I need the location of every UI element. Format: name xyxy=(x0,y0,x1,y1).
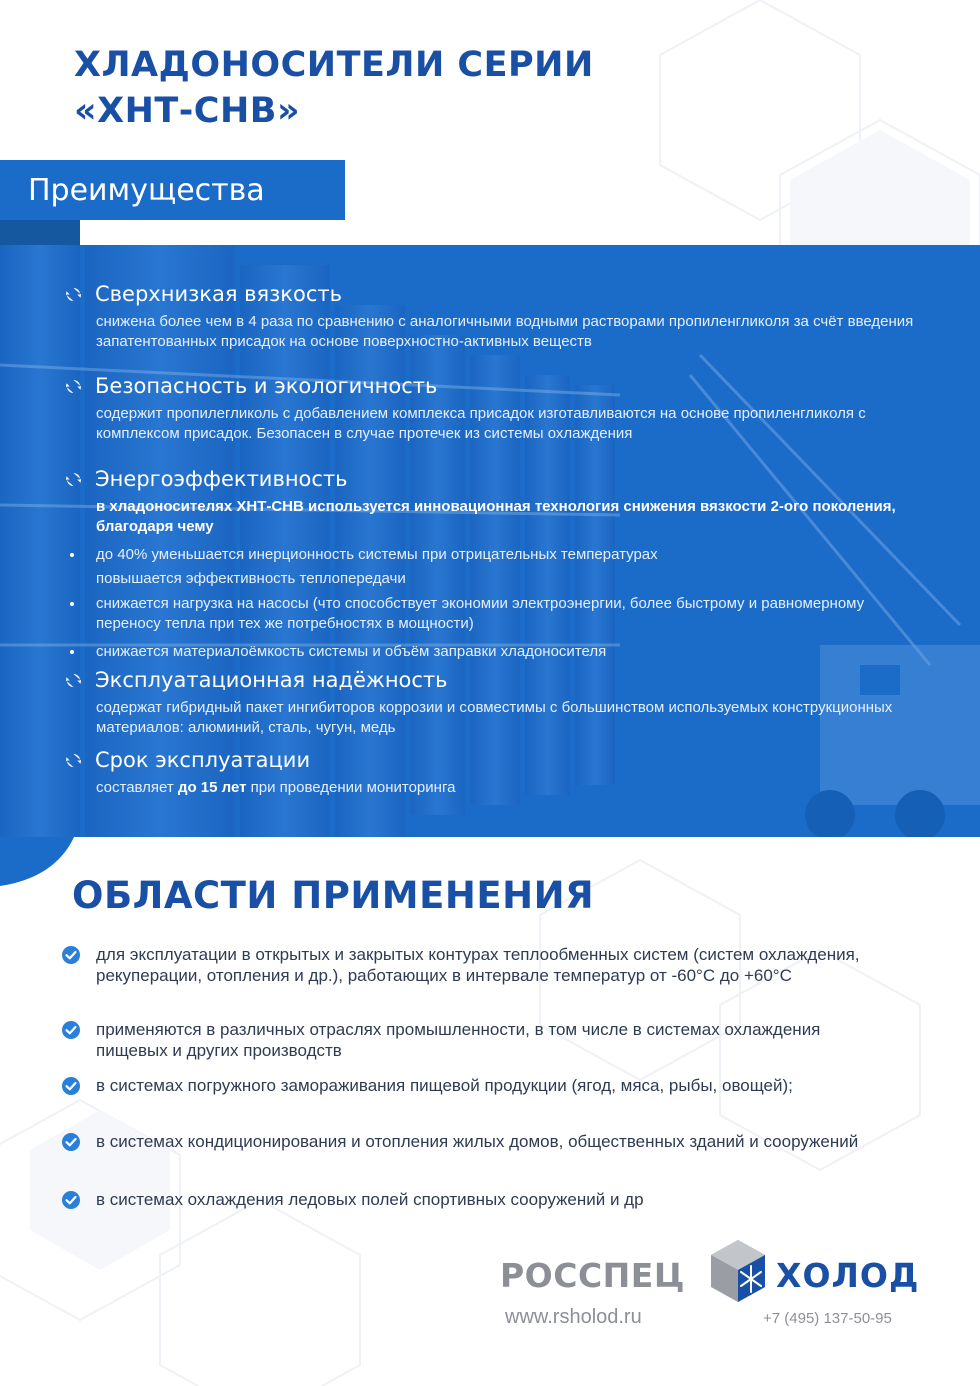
company-logo xyxy=(500,1236,920,1306)
application-text: в системах охлаждения ледовых полей спортивных сооружений и др xyxy=(96,1190,644,1209)
logo-left-text: РОССПЕЦ xyxy=(500,1256,685,1295)
advantage-title: Безопасность и экологичность xyxy=(95,374,438,398)
advantage-text: содержит пропилегликоль с добавлением комплекса присадок изготавливаются на основе пропиленгликоля с комплексом присадок. Безопасен в случае протечек из системы охлаждения xyxy=(96,405,866,442)
advantage-title: Срок эксплуатации xyxy=(95,748,311,772)
page-title-line1: ХЛАДОНОСИТЕЛИ СЕРИИ xyxy=(74,45,594,85)
advantage-item xyxy=(66,666,926,737)
bullet-item: повышается эффективность теплопередачи xyxy=(96,570,406,587)
bullet-item: снижается материалоёмкость системы и объём заправки хладоносителя xyxy=(66,642,926,662)
recycle-arrows-icon xyxy=(66,753,81,768)
page-title xyxy=(74,42,594,134)
advantage-item xyxy=(66,465,926,536)
advantage-text: в хладоносителях ХНТ-СНВ используется инновационная технология снижения вязкости 2-ого поколения, благодаря чему xyxy=(96,498,896,535)
recycle-arrows-icon xyxy=(66,472,81,487)
application-item xyxy=(62,1075,896,1096)
bullet-dot-icon xyxy=(70,650,74,654)
bullet-item: до 40% уменьшается инерционность системы при отрицательных температурах xyxy=(66,545,926,565)
check-circle-icon xyxy=(62,946,80,964)
page-title-line2: «ХНТ-СНВ» xyxy=(74,91,301,131)
advantage-item xyxy=(66,372,926,443)
advantage-item xyxy=(66,280,926,351)
application-item xyxy=(62,1019,896,1061)
advantage-title: Эксплуатационная надёжность xyxy=(95,668,448,692)
recycle-arrows-icon xyxy=(66,287,81,302)
applications-heading: ОБЛАСТИ ПРИМЕНЕНИЯ xyxy=(72,874,595,917)
advantages-heading: Преимущества xyxy=(28,172,265,208)
application-item xyxy=(62,944,896,986)
check-circle-icon xyxy=(62,1021,80,1039)
recycle-arrows-icon xyxy=(66,673,81,688)
check-circle-icon xyxy=(62,1077,80,1095)
advantage-item xyxy=(66,746,926,798)
advantage-title: Сверхнизкая вязкость xyxy=(95,282,342,306)
application-text: в системах погружного замораживания пищевой продукции (ягод, мяса, рыбы, овощей); xyxy=(96,1076,793,1095)
advantages-tab-shadow xyxy=(0,220,80,245)
website-link[interactable]: www.rsholod.ru xyxy=(505,1306,642,1328)
application-item xyxy=(62,1131,896,1152)
advantage-text: содержат гибридный пакет ингибиторов коррозии и совместимы с большинством используемых конструкционных материалов: алюминий, сталь, чугун, медь xyxy=(96,699,893,736)
application-text: в системах кондиционирования и отопления жилых домов, общественных зданий и сооружений xyxy=(96,1132,859,1151)
application-item xyxy=(62,1189,896,1210)
advantage-text: составляет до 15 лет при проведении мониторинга xyxy=(96,779,456,796)
application-text: для эксплуатации в открытых и закрытых контурах теплообменных систем (систем охлаждения, рекуперации, отопления и др.), работающих в интервале температур от -60°С до +60°С xyxy=(96,945,860,985)
logo-right-text: ХОЛОД xyxy=(776,1256,920,1295)
bullet-dot-icon xyxy=(70,602,74,606)
check-circle-icon xyxy=(62,1191,80,1209)
application-text: применяются в различных отраслях промышленности, в том числе в системах охлаждения пищевых и других производств xyxy=(96,1020,821,1060)
bullet-item: снижается нагрузка на насосы (что способствует экономии электроэнергии, более быстрому и равномерному переносу тепла при тех же потребностях в мощности) xyxy=(66,594,926,633)
phone-number[interactable]: +7 (495) 137-50-95 xyxy=(763,1310,892,1327)
bullet-dot-icon xyxy=(70,553,74,557)
advantages-tab xyxy=(0,160,345,220)
advantage-title: Энергоэффективность xyxy=(95,467,348,491)
snowflake-cube-logo-icon xyxy=(705,1238,771,1304)
recycle-arrows-icon xyxy=(66,379,81,394)
advantage-text: снижена более чем в 4 раза по сравнению с аналогичными водными растворами пропиленгликоля за счёт введения запатентованных присадок на основе поверхностно-активных веществ xyxy=(96,313,914,350)
check-circle-icon xyxy=(62,1133,80,1151)
